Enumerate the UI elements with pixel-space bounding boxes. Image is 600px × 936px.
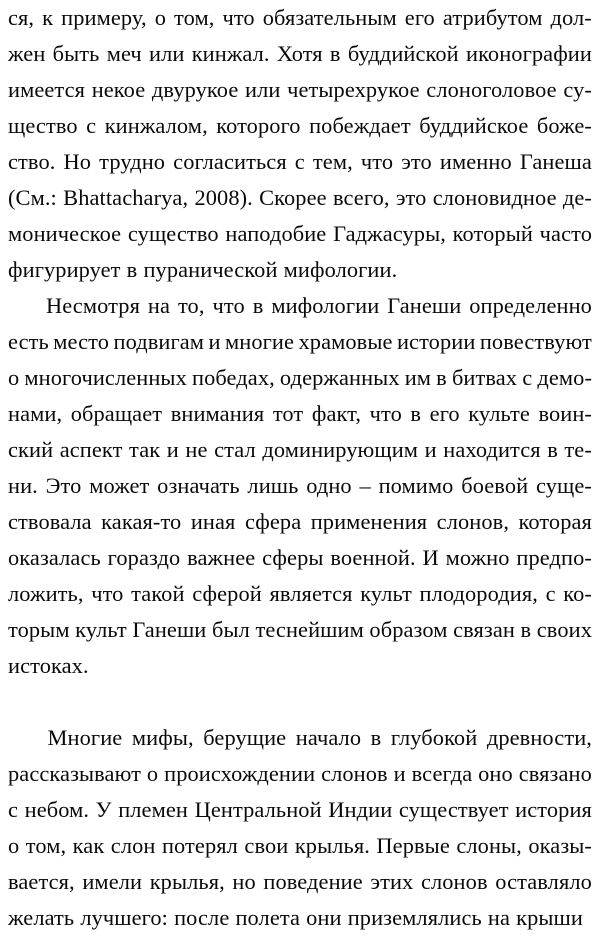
line-word: глубокой: [390, 725, 478, 750]
line-word: происхождении: [164, 761, 316, 786]
line-word: Центральной: [194, 797, 322, 822]
line-word: берущие: [203, 725, 287, 750]
line-word: что: [91, 581, 124, 606]
line-word: и: [424, 437, 437, 462]
line-word: одно: [306, 473, 352, 498]
text-line: [8, 864, 592, 900]
text-line: [8, 432, 592, 468]
line-word: двурукое: [151, 77, 239, 102]
line-word: это: [395, 185, 427, 210]
line-word: боже-: [536, 113, 592, 138]
line-word: может: [89, 473, 150, 498]
line-word: с: [522, 365, 533, 390]
line-word: тот: [272, 401, 304, 426]
line-word: образом: [369, 617, 448, 642]
line-word: Ганеши: [132, 617, 207, 642]
line-word: быть: [52, 41, 100, 66]
line-word: находится: [443, 437, 541, 462]
paragraph-1: [8, 0, 592, 288]
line-word: многие: [225, 329, 295, 354]
line-word: слонов: [321, 761, 388, 786]
line-word: обязательным: [262, 5, 397, 30]
line-word: вается,: [8, 869, 75, 894]
line-word: какая-то: [101, 509, 182, 534]
line-word: можно: [445, 545, 510, 570]
line-word: Но: [63, 149, 92, 174]
line-word: оставляло: [495, 869, 592, 894]
line-word: с: [294, 149, 305, 174]
line-word: том,: [25, 833, 67, 858]
line-word: ский: [8, 437, 54, 462]
line-word: культ: [360, 581, 412, 606]
line-word: племен: [118, 797, 188, 822]
line-word: имеется: [8, 77, 86, 102]
line-word: на: [147, 293, 171, 318]
line-word: свои: [244, 833, 289, 858]
line-word: культе: [468, 401, 530, 426]
line-word: культ: [75, 617, 127, 642]
line-word: примеру,: [61, 5, 147, 30]
line-word: и: [208, 329, 221, 354]
text-line: [8, 900, 592, 936]
line-word: поведение: [263, 869, 363, 894]
line-word: в: [329, 41, 341, 66]
line-word: к: [42, 5, 54, 30]
line-word: начало: [295, 725, 362, 750]
line-word: сферы: [262, 545, 324, 570]
line-word: ся,: [8, 5, 35, 30]
line-word: ложить,: [8, 581, 84, 606]
line-word: слоны,: [456, 833, 522, 858]
line-word: подвигам: [113, 329, 205, 354]
text-line: [8, 648, 592, 684]
line-word: внимания: [170, 401, 265, 426]
paragraph-indent: [8, 720, 38, 756]
text-line: [8, 468, 592, 504]
line-word: сфера: [244, 509, 302, 534]
line-word: им: [404, 365, 432, 390]
line-word: крылья,: [149, 869, 225, 894]
line-word: этих: [370, 869, 414, 894]
line-word: У: [95, 797, 112, 822]
line-word: древности,: [486, 725, 592, 750]
line-word: меч: [106, 41, 142, 66]
line-word: Гаджасуры,: [333, 221, 446, 246]
line-word: храмовые: [298, 329, 393, 354]
line-word: боевой: [461, 473, 529, 498]
text-line: [8, 144, 592, 180]
line-word: такой: [131, 581, 185, 606]
line-word: помимо: [378, 473, 454, 498]
line-word: оказы-: [528, 833, 592, 858]
line-word: всегда: [411, 761, 473, 786]
line-word: буддийское: [419, 113, 529, 138]
text-line: [8, 792, 592, 828]
line-word: что: [222, 5, 255, 30]
line-word: применения: [310, 509, 428, 534]
line-word: есть: [8, 329, 49, 354]
line-word: в: [410, 401, 422, 426]
line-word: слон: [110, 833, 156, 858]
text-line: [8, 612, 592, 648]
line-word: но: [232, 869, 256, 894]
line-word: его: [429, 401, 460, 426]
line-word: стал: [214, 437, 256, 462]
line-word: торым: [8, 617, 70, 642]
paragraph-separator: [8, 684, 592, 720]
line-word: или: [245, 77, 281, 102]
line-word: которого: [216, 113, 301, 138]
line-word: битвах: [451, 365, 518, 390]
line-word: аспект: [59, 437, 123, 462]
line-word: о: [8, 833, 20, 858]
line-word: плодородия,: [419, 581, 538, 606]
line-word: его: [404, 5, 435, 30]
line-word: –: [359, 473, 371, 498]
text-line: [8, 324, 592, 360]
line-word: И: [422, 545, 439, 570]
line-word: имели: [82, 869, 143, 894]
line-word: существует: [398, 797, 509, 822]
line-word: лишь: [247, 473, 299, 498]
line-word: доминирующим: [262, 437, 419, 462]
text-line: [8, 108, 592, 144]
line-word: многочисленных: [24, 365, 187, 390]
line-word: (См.:: [8, 185, 57, 210]
line-word: тем,: [312, 149, 353, 174]
line-word: о: [146, 761, 159, 786]
line-word: ствовала: [8, 509, 92, 534]
line-word: военной.: [330, 545, 416, 570]
line-word: важнее: [187, 545, 256, 570]
line-word: часто: [539, 221, 592, 246]
line-word: с: [545, 581, 556, 606]
line-word: то,: [177, 293, 205, 318]
line-word: крылья.: [294, 833, 370, 858]
line-word: место: [53, 329, 110, 354]
line-text: желать лучшего: после полета они приземлялись на крыши: [8, 905, 583, 930]
line-word: так: [129, 437, 161, 462]
line-word: наподобие: [225, 221, 327, 246]
line-word: или: [149, 41, 185, 66]
line-word: с: [8, 797, 19, 822]
text-column: [8, 0, 592, 936]
line-word: су-: [563, 77, 592, 102]
line-word: что: [369, 401, 402, 426]
text-line: [8, 576, 592, 612]
line-word: Несмотря: [45, 293, 140, 318]
line-word: что: [212, 293, 245, 318]
line-word: существо: [127, 221, 219, 246]
line-word: побеждает: [309, 113, 411, 138]
line-word: ство.: [8, 149, 56, 174]
line-word: жен: [8, 41, 46, 66]
text-line: [8, 540, 592, 576]
line-word: оказалась: [8, 545, 101, 570]
line-word: обращает: [70, 401, 163, 426]
line-word: те-: [564, 437, 592, 462]
line-word: слоновидное: [432, 185, 557, 210]
text-line: [8, 720, 592, 756]
line-word: Многие: [47, 725, 123, 750]
line-text: истоках.: [8, 653, 89, 678]
line-word: 2008).: [194, 185, 253, 210]
line-word: определенно: [469, 293, 592, 318]
line-word: слонов: [420, 869, 488, 894]
line-word: который: [452, 221, 533, 246]
line-word: это: [401, 149, 432, 174]
line-word: слоноголовое: [426, 77, 557, 102]
line-word: мифы,: [131, 725, 194, 750]
text-line: [8, 216, 592, 252]
line-word: факт,: [311, 401, 362, 426]
line-word: воин-: [538, 401, 592, 426]
text-line: [8, 360, 592, 396]
text-line: [8, 396, 592, 432]
line-word: Индии: [328, 797, 393, 822]
paragraph-indent: [8, 288, 38, 324]
line-word: слонов,: [436, 509, 510, 534]
line-word: рассказывают: [8, 761, 142, 786]
line-word: о: [154, 5, 166, 30]
line-word: не: [185, 437, 208, 462]
line-word: щество: [8, 113, 78, 138]
text-line: [8, 288, 592, 324]
line-word: буддийской: [347, 41, 459, 66]
line-word: ни.: [8, 473, 38, 498]
line-word: небом.: [24, 797, 90, 822]
line-word: моническое: [8, 221, 122, 246]
text-line: [8, 36, 592, 72]
line-word: связано: [518, 761, 592, 786]
text-line: [8, 0, 592, 36]
line-word: кинжал.: [191, 41, 270, 66]
line-word: истории: [396, 329, 476, 354]
line-word: оно: [478, 761, 513, 786]
line-word: история: [515, 797, 592, 822]
line-word: иная: [190, 509, 236, 534]
line-word: в: [252, 293, 264, 318]
line-word: о: [8, 365, 20, 390]
paragraph-3: [8, 720, 592, 936]
line-word: в: [436, 365, 447, 390]
line-word: что: [360, 149, 394, 174]
text-line: [8, 504, 592, 540]
line-word: нами,: [8, 401, 63, 426]
line-word: мифологии: [271, 293, 380, 318]
line-word: является: [269, 581, 353, 606]
line-word: ко-: [563, 581, 592, 606]
line-word: означать: [157, 473, 240, 498]
line-word: де-: [562, 185, 592, 210]
line-word: трудно: [99, 149, 166, 174]
line-word: и: [166, 437, 179, 462]
line-word: в: [547, 437, 558, 462]
line-word: Скорее: [259, 185, 327, 210]
line-word: с: [86, 113, 97, 138]
line-text: фигурирует в пуранической мифологии.: [8, 257, 398, 282]
line-word: победах,: [191, 365, 275, 390]
line-word: в: [370, 725, 382, 750]
line-word: одержанных: [279, 365, 400, 390]
line-word: повествуют: [479, 329, 592, 354]
line-word: Ганеши: [387, 293, 462, 318]
line-word: именно: [439, 149, 512, 174]
line-word: своих: [536, 617, 592, 642]
line-word: дол-: [550, 5, 592, 30]
line-word: и: [393, 761, 406, 786]
line-word: в: [520, 617, 532, 642]
line-word: Это: [45, 473, 82, 498]
line-word: связан: [453, 617, 515, 642]
text-line: [8, 756, 592, 792]
line-word: том,: [174, 5, 215, 30]
line-word: потерял: [161, 833, 238, 858]
line-word: Bhattacharya,: [63, 185, 189, 210]
line-word: сферой: [192, 581, 262, 606]
line-word: кинжалом,: [104, 113, 208, 138]
text-line: [8, 252, 592, 288]
line-word: всего,: [332, 185, 390, 210]
line-word: согласиться: [173, 149, 287, 174]
line-word: иконографии: [465, 41, 592, 66]
line-word: теснейшим: [255, 617, 364, 642]
line-word: суще-: [535, 473, 592, 498]
line-word: которая: [518, 509, 592, 534]
line-word: как: [72, 833, 105, 858]
text-line: [8, 828, 592, 864]
line-word: Хотя: [276, 41, 323, 66]
text-line: [8, 72, 592, 108]
line-word: предпо-: [516, 545, 592, 570]
line-word: атрибутом: [442, 5, 543, 30]
line-word: был: [211, 617, 250, 642]
line-word: четырехрукое: [287, 77, 420, 102]
paragraph-2: [8, 288, 592, 684]
line-word: некое: [91, 77, 146, 102]
line-word: Ганеша: [519, 149, 592, 174]
text-line: [8, 180, 592, 216]
line-word: демо-: [537, 365, 592, 390]
line-word: Первые: [376, 833, 450, 858]
line-word: гораздо: [107, 545, 181, 570]
